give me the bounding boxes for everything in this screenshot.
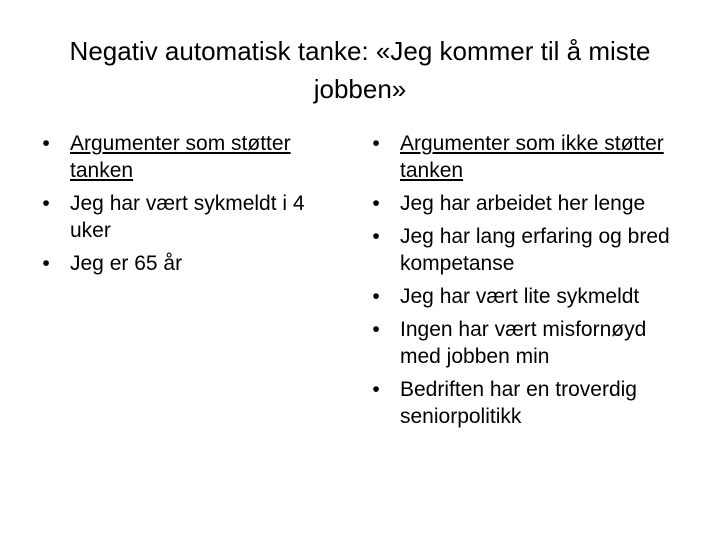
slide-title: Negativ automatisk tanke: «Jeg kommer til å miste jobben» [69, 36, 651, 104]
list-item: • Jeg har arbeidet her lenge [366, 190, 686, 217]
list-item: • Ingen har vært misfornøyd med jobben min [366, 316, 686, 370]
opposing-arguments-heading-text: Argumenter som ikke støtter tanken [400, 132, 664, 182]
opposing-arguments-list [366, 130, 686, 430]
supporting-arguments-heading-text: Argumenter som støtter tanken [70, 132, 291, 182]
opposing-arguments-heading [366, 130, 686, 184]
supporting-arguments-heading [36, 130, 341, 184]
list-item: • Jeg har lang erfaring og bred kompetanse [366, 223, 686, 277]
list-item: • Jeg har vært sykmeldt i 4 uker [36, 190, 341, 244]
opposing-arguments-column [366, 130, 686, 436]
supporting-arguments-column [36, 130, 341, 283]
supporting-arguments-list [36, 130, 341, 277]
list-item: • Jeg er 65 år [36, 250, 341, 277]
list-item: • Jeg har vært lite sykmeldt [366, 283, 686, 310]
list-item: • Bedriften har en troverdig seniorpolitikk [366, 376, 686, 430]
